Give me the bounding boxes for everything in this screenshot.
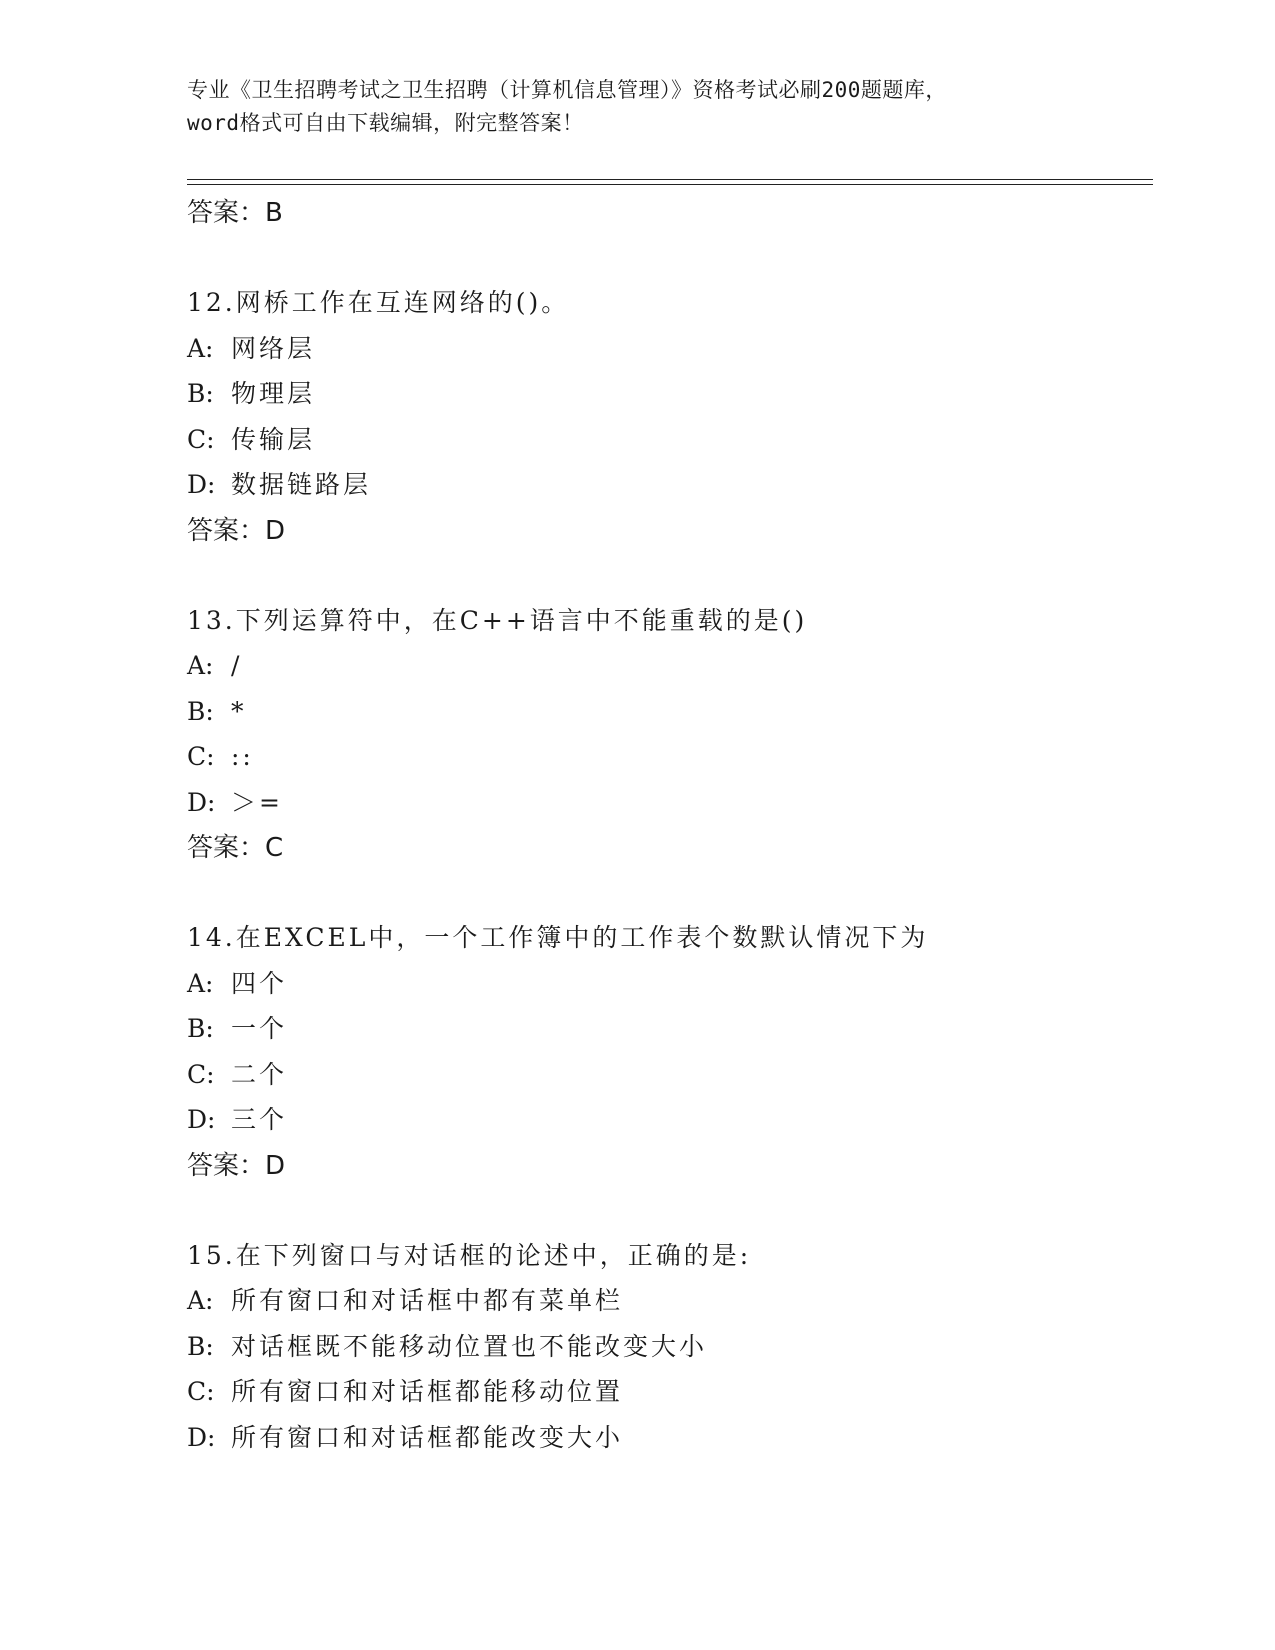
option-c — [187, 734, 1147, 780]
option-text: 对话框既不能移动位置也不能改变大小 — [231, 1331, 708, 1361]
option-b — [187, 689, 1147, 735]
header-divider-bottom — [187, 184, 1153, 185]
option-label: C: — [187, 1059, 215, 1089]
header-line-2: word格式可自由下载编辑，附完整答案！ — [187, 111, 584, 135]
option-text: 三个 — [231, 1105, 288, 1134]
option-label: B: — [187, 696, 214, 726]
question-list — [187, 190, 1147, 1460]
question-title: 13.下列运算符中，在C++语言中不能重载的是() — [187, 605, 808, 635]
option-text: 四个 — [231, 968, 288, 998]
header-line-1: 专业《卫生招聘考试之卫生招聘（计算机信息管理）》资格考试必刷200题题库， — [187, 78, 947, 102]
option-label: D: — [187, 1105, 216, 1134]
option-text: * — [231, 696, 247, 726]
question-title: 14.在EXCEL中，一个工作簿中的工作表个数默认情况下为 — [187, 923, 929, 952]
option-label: A: — [187, 333, 214, 363]
option-text: 物理层 — [231, 379, 316, 408]
option-label: C: — [187, 742, 215, 771]
question-title: 15.在下列窗口与对话框的论述中，正确的是: — [187, 1240, 752, 1270]
option-c — [187, 1052, 1147, 1098]
option-label: A: — [187, 968, 214, 998]
answer-line: 答案：B — [187, 198, 283, 228]
option-label: C: — [187, 1377, 215, 1406]
option-label: A: — [187, 1286, 214, 1315]
option-label: B: — [187, 1014, 214, 1043]
option-b — [187, 371, 1147, 417]
option-d — [187, 1097, 1147, 1143]
document-header — [187, 74, 1087, 140]
question-item — [187, 280, 1147, 554]
question-title: 12.网桥工作在互连网络的()。 — [187, 288, 570, 317]
answer-line: 答案：D — [187, 1150, 286, 1181]
header-divider-top — [187, 179, 1153, 180]
option-text: 二个 — [231, 1059, 288, 1089]
option-text: :: — [231, 742, 254, 771]
option-text: 传输层 — [231, 424, 316, 454]
option-d — [187, 780, 1147, 826]
option-a — [187, 1278, 1147, 1324]
question-item — [187, 598, 1147, 872]
option-a — [187, 643, 1147, 689]
option-text: 一个 — [231, 1014, 288, 1043]
option-label: B: — [187, 379, 214, 408]
option-d — [187, 1415, 1147, 1461]
option-d — [187, 462, 1147, 508]
option-c — [187, 1369, 1147, 1415]
option-b — [187, 1324, 1147, 1370]
option-label: C: — [187, 424, 215, 454]
option-b — [187, 1006, 1147, 1052]
option-text: 数据链路层 — [231, 470, 372, 499]
option-text: ＞= — [231, 787, 283, 817]
option-label: D: — [187, 1422, 216, 1452]
option-a — [187, 326, 1147, 372]
option-label: A: — [187, 651, 214, 680]
option-c — [187, 417, 1147, 463]
option-text: / — [231, 651, 243, 680]
option-label: D: — [187, 787, 216, 817]
option-a — [187, 961, 1147, 1007]
option-text: 所有窗口和对话框中都有菜单栏 — [231, 1286, 624, 1315]
answer-line: 答案：D — [187, 515, 286, 546]
question-item — [187, 1233, 1147, 1461]
option-label: B: — [187, 1331, 214, 1361]
option-text: 所有窗口和对话框都能移动位置 — [231, 1377, 624, 1406]
option-text: 网络层 — [231, 333, 316, 363]
answer-line: 答案：C — [187, 833, 284, 863]
option-label: D: — [187, 470, 216, 499]
question-item — [187, 915, 1147, 1189]
option-text: 所有窗口和对话框都能改变大小 — [231, 1422, 624, 1452]
